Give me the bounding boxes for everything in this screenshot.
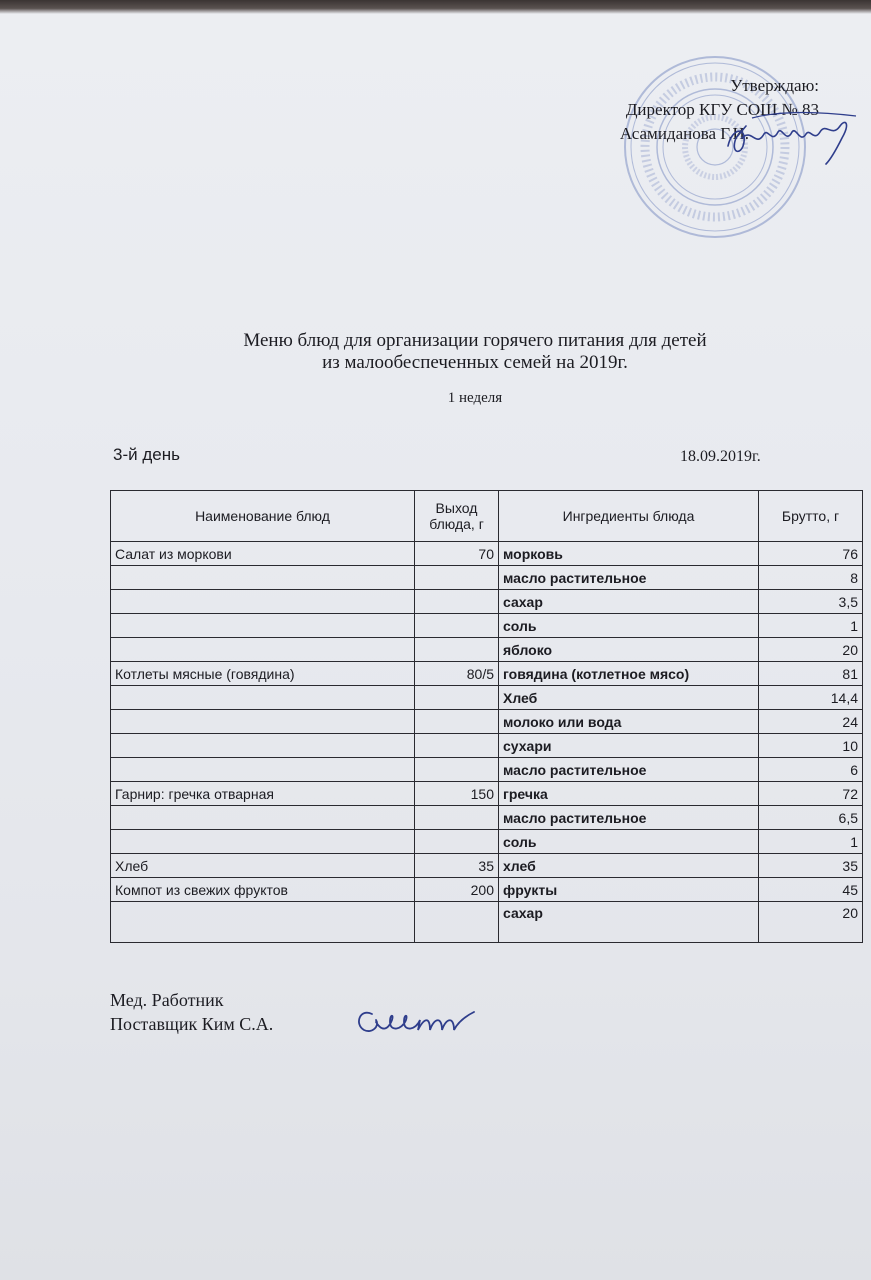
table-row [111,686,863,710]
dish-cell: Котлеты мясные (говядина) [111,662,415,686]
dish-cell [111,758,415,782]
table-row [111,638,863,662]
gross-cell: 10 [759,734,863,758]
yield-cell: 150 [415,782,499,806]
week-label: 1 неделя [447,390,503,406]
gross-cell: 24 [759,710,863,734]
gross-cell: 3,5 [759,590,863,614]
table-row [111,734,863,758]
document-title-line1: Меню блюд для организации горячего питания для детей [243,330,707,351]
dish-cell [111,830,415,854]
date-label: 18.09.2019г. [680,448,761,465]
dish-cell: Компот из свежих фруктов [111,878,415,902]
table-row [111,806,863,830]
dish-cell: Хлеб [111,854,415,878]
menu-table [110,490,863,943]
ingredient-cell: масло растительное [499,758,759,782]
dish-cell [111,590,415,614]
table-row [111,878,863,902]
table-row [111,782,863,806]
yield-cell: 80/5 [415,662,499,686]
ingredient-cell: сахар [499,590,759,614]
yield-cell [415,806,499,830]
background-edge [0,0,871,14]
table-row [111,902,863,943]
yield-cell [415,710,499,734]
table-row [111,662,863,686]
yield-cell [415,566,499,590]
table-body [111,542,863,943]
ingredient-cell: масло растительное [499,566,759,590]
gross-cell: 72 [759,782,863,806]
dish-cell [111,734,415,758]
dish-cell [111,614,415,638]
ingredient-cell: хлеб [499,854,759,878]
yield-cell: 200 [415,878,499,902]
column-header-yield: Выход блюда, г [415,491,499,542]
column-header-dish: Наименование блюд [111,491,415,542]
ingredient-cell: яблоко [499,638,759,662]
gross-cell: 81 [759,662,863,686]
ingredient-cell: масло растительное [499,806,759,830]
column-header-ingredient: Ингредиенты блюда [499,491,759,542]
yield-cell [415,686,499,710]
dish-cell [111,686,415,710]
dish-cell [111,566,415,590]
gross-cell: 8 [759,566,863,590]
table-row [111,614,863,638]
dish-cell: Салат из моркови [111,542,415,566]
gross-cell: 35 [759,854,863,878]
ingredient-cell: гречка [499,782,759,806]
dish-cell [111,638,415,662]
ingredient-cell: говядина (котлетное мясо) [499,662,759,686]
yield-cell: 35 [415,854,499,878]
ingredient-cell: сухари [499,734,759,758]
table-row [111,590,863,614]
yield-cell [415,638,499,662]
approval-position: Директор КГУ СОШ № 83 [625,100,819,119]
gross-cell: 1 [759,830,863,854]
gross-cell: 20 [759,638,863,662]
yield-cell: 70 [415,542,499,566]
ingredient-cell: морковь [499,542,759,566]
supplier-label: Поставщик Ким С.А. [110,1014,274,1034]
gross-cell: 76 [759,542,863,566]
yield-cell [415,734,499,758]
yield-cell [415,614,499,638]
ingredient-cell: соль [499,614,759,638]
ingredient-cell: соль [499,830,759,854]
ingredient-cell: фрукты [499,878,759,902]
yield-cell [415,590,499,614]
yield-cell [415,830,499,854]
table-row [111,830,863,854]
dish-cell [111,806,415,830]
gross-cell: 6,5 [759,806,863,830]
table-row [111,854,863,878]
yield-cell [415,758,499,782]
gross-cell: 6 [759,758,863,782]
ingredient-cell: сахар [499,902,759,943]
yield-cell [415,902,499,943]
gross-cell: 20 [759,902,863,943]
approval-name: Асамиданова Г.И. [619,124,749,143]
table-row [111,566,863,590]
supplier-signature-icon [350,1000,480,1045]
table-row [111,758,863,782]
ingredient-cell: молоко или вода [499,710,759,734]
table-row [111,710,863,734]
approval-label: Утверждаю: [730,76,819,95]
director-signature-icon [722,108,862,168]
gross-cell: 45 [759,878,863,902]
dish-cell [111,710,415,734]
gross-cell: 1 [759,614,863,638]
dish-cell [111,902,415,943]
gross-cell: 14,4 [759,686,863,710]
document-title-line2: из малообеспеченных семей на 2019г. [322,352,628,373]
table-row [111,542,863,566]
ingredient-cell: Хлеб [499,686,759,710]
day-label: 3-й день [113,445,180,464]
med-worker-label: Мед. Работник [110,990,224,1010]
column-header-gross: Брутто, г [759,491,863,542]
dish-cell: Гарнир: гречка отварная [111,782,415,806]
table-header-row [111,491,863,542]
